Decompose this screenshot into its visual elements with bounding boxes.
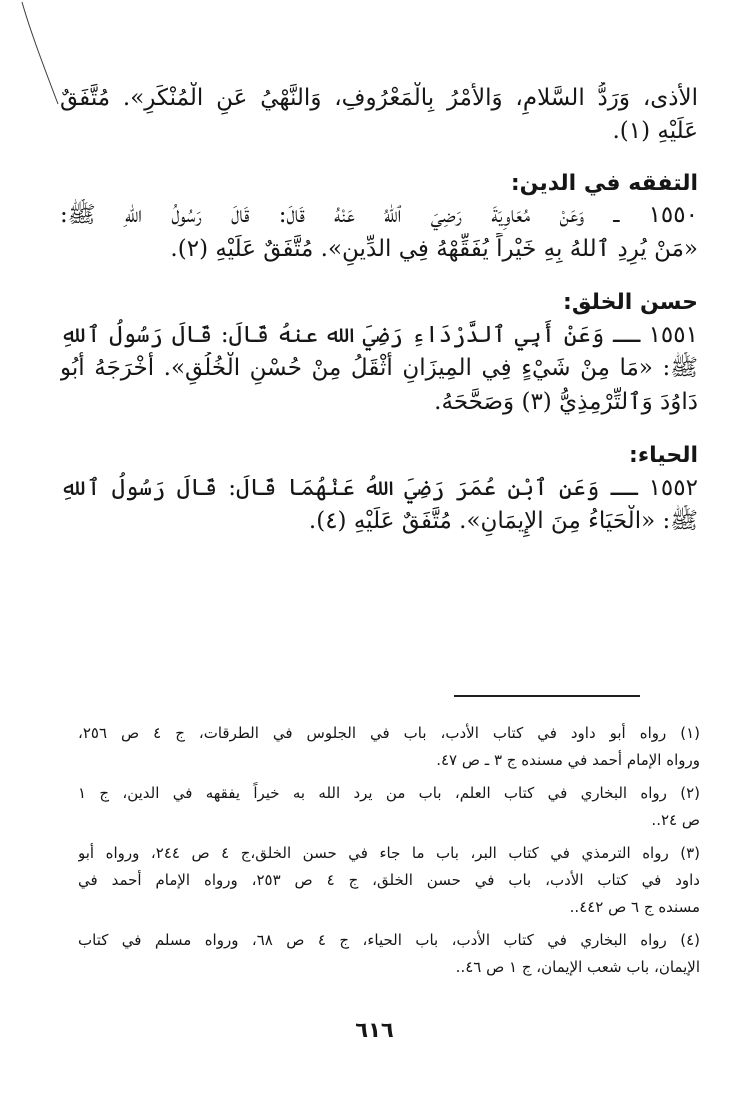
section-good-character bbox=[60, 288, 698, 419]
intro-line: الأذى، وَرَدُّ السَّلامِ، وَالأَمْرُ بِالْمَعْرُوفِ، وَالنَّهْيُ عَنِ الْمُنْكَرِ». مُتَّفَقٌ bbox=[60, 85, 698, 111]
footnote-separator bbox=[454, 695, 640, 697]
section-heading: حسن الخلق: bbox=[563, 290, 698, 316]
section-fiqh-in-religion bbox=[60, 169, 698, 266]
intro-line: عَلَيْهِ (١). bbox=[612, 118, 698, 145]
footnote-line: داود في كتاب الأدب، باب في حسن الخلق، ج ٤ ص ٢٥٣، ورواه الإمام أحمد في bbox=[78, 871, 700, 889]
hadith-line: ١٥٥٠ ــ وَعَنْ مُعَاوِيَةَ رَضِيَ ٱللهُ عَنْهُ قَالَ: قَالَ رَسُولُ اللهِ ﷺ: bbox=[60, 202, 698, 229]
section-heading: التفقه في الدين: bbox=[510, 170, 698, 196]
hadith-line: ١٥٥٢ ــ وَعَنِ ٱبْنِ عُمَرَ رَضِيَ اللهُ عَنْهُمَا قَالَ: قَالَ رَسُولُ ٱللهِ bbox=[60, 474, 698, 501]
hadith-line: ﷺ: «مَا مِنْ شَيْءٍ فِي المِيزَانِ أَثْقَلُ مِنْ حُسْنِ الْخُلُقِ». أَخْرَجَهُ أَبُو bbox=[60, 355, 698, 382]
footnote-line: ص ٢٤.. bbox=[651, 811, 700, 829]
footnote-line: (١) رواه أبو داود في كتاب الأدب، باب في الجلوس في الطرقات، ج ٤ ص ٢٥٦، bbox=[78, 724, 700, 742]
page-number: ٦١٦ bbox=[355, 1018, 394, 1042]
hadith-line: «مَنْ يُرِدِ ٱللهُ بِهِ خَيْراً يُفَقِّهْهُ فِي الدِّينِ». مُتَّفَقٌ عَلَيْهِ (٢). bbox=[170, 235, 698, 262]
main-text bbox=[60, 82, 698, 538]
footnote-line: (٢) رواه البخاري في كتاب العلم، باب من يرد الله به خيراً يفقهه في الدين، ج ١ bbox=[78, 784, 700, 802]
footnote-line: (٤) رواه البخاري في كتاب الأدب، باب الحياء، ج ٤ ص ٦٨، ورواه مسلم في كتاب bbox=[78, 931, 700, 949]
footnotes bbox=[78, 720, 700, 987]
footnote-2 bbox=[78, 780, 700, 834]
hadith-line: دَاوُدَ وَٱلتِّرْمِذِيُّ (٣) وَصَحَّحَهُ. bbox=[434, 388, 698, 415]
hadith-line: ﷺ: «الْحَيَاءُ مِنَ الإِيمَانِ». مُتَّفَقٌ عَلَيْهِ (٤). bbox=[308, 508, 698, 535]
footnote-line: الإيمان، باب شعب الإيمان، ج ١ ص ٤٦.. bbox=[455, 958, 700, 976]
footnote-4 bbox=[78, 927, 700, 981]
section-modesty bbox=[60, 441, 698, 538]
footnote-3 bbox=[78, 840, 700, 921]
footnote-line: مسنده ج ٦ ص ٤٤٢.. bbox=[569, 898, 700, 916]
footnote-1 bbox=[78, 720, 700, 774]
hadith-line: ١٥٥١ ــ وَعَنْ أَبِي ٱلدَّرْدَاءِ رَضِيَ الله عنهُ قَالَ: قَالَ رَسُولُ ٱللهِ bbox=[60, 321, 698, 348]
footnote-line: (٣) رواه الترمذي في كتاب البر، باب ما جاء في حسن الخلق،ج ٤ ص ٢٤٤، ورواه أبو bbox=[78, 844, 700, 862]
footnote-line: ورواه الإمام أحمد في مسنده ج ٣ ـ ص ٤٧. bbox=[436, 751, 700, 769]
section-heading: الحياء: bbox=[629, 443, 698, 468]
